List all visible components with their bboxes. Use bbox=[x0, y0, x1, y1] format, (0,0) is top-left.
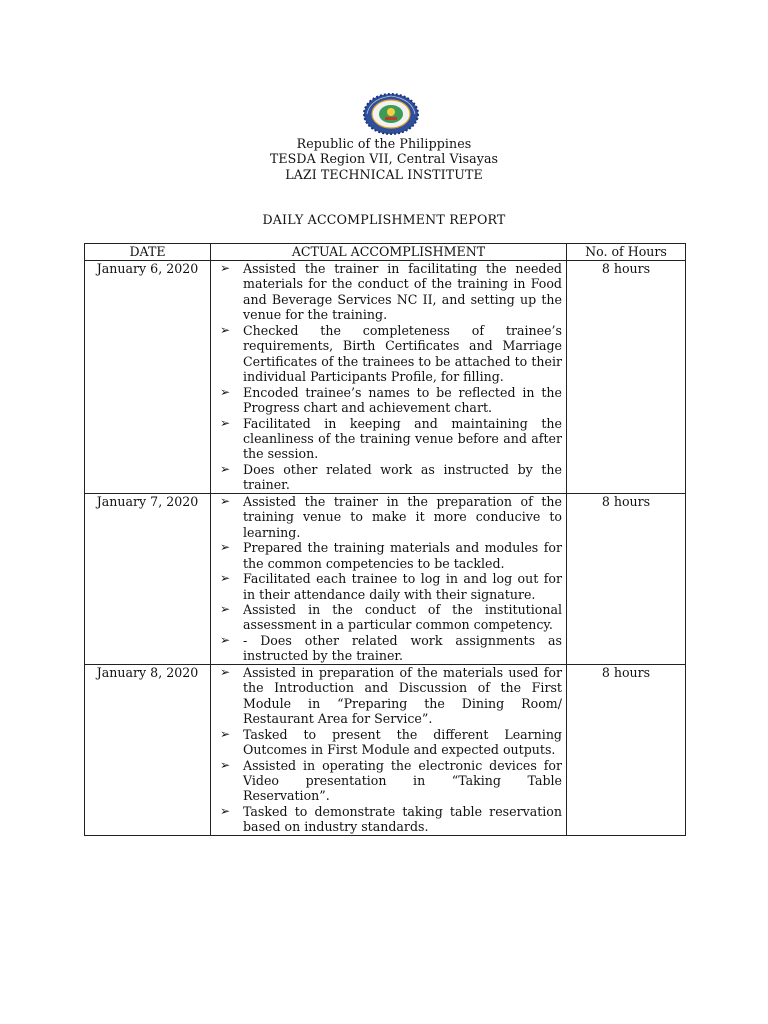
accomplishment-list bbox=[211, 261, 562, 493]
arrow-bullet-icon: ➢ bbox=[220, 540, 231, 555]
arrow-bullet-icon: ➢ bbox=[220, 757, 231, 772]
table-body bbox=[85, 261, 686, 836]
column-header-hours: No. of Hours bbox=[567, 244, 686, 261]
hours-cell: 8 hours bbox=[567, 261, 686, 494]
accomplishment-text: Assisted in the conduct of the institutional assessment in a particular common competency. bbox=[243, 601, 562, 633]
header-line-institute: LAZI TECHNICAL INSTITUTE bbox=[285, 166, 483, 182]
header-line-republic: Republic of the Philippines bbox=[296, 136, 472, 151]
accomplishment-text: Assisted the trainer in the preparation of the training venue to make it more conducive to learning. bbox=[243, 493, 562, 540]
list-item bbox=[211, 633, 562, 664]
accomplishment-table bbox=[84, 243, 686, 836]
accomplishment-text: Assisted the trainer in facilitating the needed materials for the conduct of the training in Food and Beverage Services NC II, and setting up the venue for the training. bbox=[243, 261, 562, 323]
accomplishment-list bbox=[211, 494, 562, 664]
report-title: DAILY ACCOMPLISHMENT REPORT bbox=[262, 212, 506, 227]
accomplishment-text: Does other related work as instructed by the trainer. bbox=[243, 461, 562, 493]
list-item bbox=[211, 462, 562, 493]
arrow-bullet-icon: ➢ bbox=[220, 803, 231, 818]
accomplishment-text: Tasked to present the different Learning Outcomes in First Module and expected outputs. bbox=[243, 726, 562, 758]
accomplishment-text: Prepared the training materials and modules for the common competencies to be tackled. bbox=[243, 540, 562, 571]
accomplishment-list bbox=[211, 665, 562, 835]
list-item bbox=[211, 416, 562, 462]
header-line-region: TESDA Region VII, Central Visayas bbox=[269, 151, 499, 167]
arrow-bullet-icon: ➢ bbox=[220, 726, 231, 741]
list-item bbox=[211, 804, 562, 835]
date-cell: January 6, 2020 bbox=[85, 261, 211, 494]
accomplishment-text: Checked the completeness of trainee’s requirements, Birth Certificates and Marriage Certificates of the trainees to be attached to their individual Participants Profile, for filling. bbox=[243, 322, 562, 385]
arrow-bullet-icon: ➢ bbox=[220, 461, 231, 476]
accomplishment-cell bbox=[211, 261, 567, 494]
tesda-seal-icon bbox=[362, 93, 420, 135]
list-item bbox=[211, 540, 562, 571]
accomplishment-cell bbox=[211, 493, 567, 664]
hours-cell: 8 hours bbox=[567, 493, 686, 664]
table-row bbox=[85, 664, 686, 835]
column-header-date: DATE bbox=[85, 244, 211, 261]
accomplishment-text: Facilitated in keeping and maintaining the cleanliness of the training venue before and after the session. bbox=[243, 415, 562, 462]
hours-cell: 8 hours bbox=[567, 664, 686, 835]
list-item bbox=[211, 571, 562, 602]
arrow-bullet-icon: ➢ bbox=[220, 601, 231, 616]
accomplishment-text: Encoded trainee’s names to be reflected in the Progress chart and achievement chart. bbox=[243, 384, 562, 416]
list-item bbox=[211, 323, 562, 385]
accomplishment-text: Facilitated each trainee to log in and log out for in their attendance daily with their signature. bbox=[243, 571, 562, 602]
arrow-bullet-icon: ➢ bbox=[220, 493, 231, 508]
accomplishment-cell bbox=[211, 664, 567, 835]
table-header-row bbox=[85, 244, 686, 261]
list-item bbox=[211, 758, 562, 804]
accomplishment-text: Tasked to demonstrate taking table reservation based on industry standards. bbox=[243, 803, 562, 835]
list-item bbox=[211, 261, 562, 323]
letterhead bbox=[0, 136, 768, 182]
arrow-bullet-icon: ➢ bbox=[220, 415, 231, 430]
arrow-bullet-icon: ➢ bbox=[220, 384, 231, 399]
accomplishment-text: Assisted in preparation of the materials used for the Introduction and Discussion of the First Module in “Preparing the Dining Room/ Restaurant Area for Service”. bbox=[243, 664, 562, 727]
arrow-bullet-icon: ➢ bbox=[220, 571, 231, 586]
list-item bbox=[211, 602, 562, 633]
arrow-bullet-icon: ➢ bbox=[220, 261, 231, 275]
date-cell: January 8, 2020 bbox=[85, 664, 211, 835]
table-row bbox=[85, 261, 686, 494]
arrow-bullet-icon: ➢ bbox=[220, 322, 231, 337]
arrow-bullet-icon: ➢ bbox=[220, 632, 231, 647]
list-item bbox=[211, 494, 562, 540]
list-item bbox=[211, 665, 562, 727]
list-item bbox=[211, 727, 562, 758]
accomplishment-text: - Does other related work assignments as instructed by the trainer. bbox=[243, 632, 562, 664]
table-row bbox=[85, 493, 686, 664]
column-header-accomplishment: ACTUAL ACCOMPLISHMENT bbox=[211, 244, 567, 261]
accomplishment-text: Assisted in operating the electronic devices for Video presentation in “Taking Table Reservation”. bbox=[243, 757, 562, 804]
list-item bbox=[211, 385, 562, 416]
arrow-bullet-icon: ➢ bbox=[220, 664, 231, 679]
date-cell: January 7, 2020 bbox=[85, 493, 211, 664]
